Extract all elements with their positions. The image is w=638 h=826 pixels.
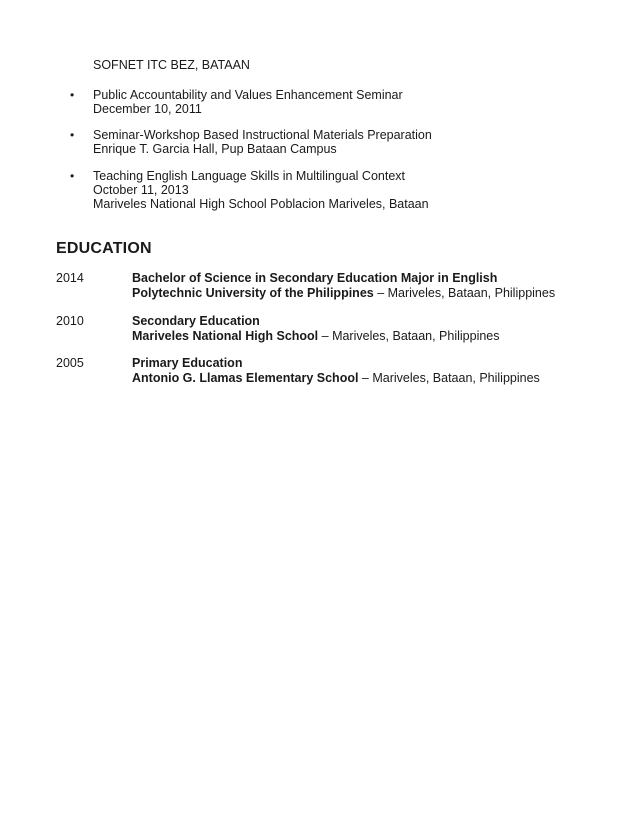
school-location: Mariveles, Bataan, Philippines bbox=[372, 371, 540, 385]
school-name: Antonio G. Llamas Elementary School bbox=[132, 371, 359, 385]
bullet-icon: • bbox=[70, 128, 75, 142]
education-year: 2010 bbox=[56, 314, 84, 328]
separator: – bbox=[318, 329, 333, 343]
seminar-detail: December 10, 2011 bbox=[93, 102, 202, 116]
education-degree: Bachelor of Science in Secondary Education Major in English bbox=[132, 271, 498, 285]
school-name: Polytechnic University of the Philippines bbox=[132, 286, 374, 300]
education-year: 2014 bbox=[56, 271, 84, 285]
seminar-title: Teaching English Language Skills in Multilingual Context bbox=[93, 169, 405, 183]
education-heading: EDUCATION bbox=[56, 240, 152, 257]
bullet-icon: • bbox=[70, 169, 75, 183]
separator: – bbox=[373, 286, 388, 300]
education-degree: Primary Education bbox=[132, 356, 243, 370]
seminar-detail: Enrique T. Garcia Hall, Pup Bataan Campus bbox=[93, 142, 337, 156]
education-year: 2005 bbox=[56, 356, 84, 370]
education-school-line bbox=[132, 286, 555, 301]
education-degree: Secondary Education bbox=[132, 314, 260, 328]
seminar-title: Seminar-Workshop Based Instructional Materials Preparation bbox=[93, 128, 432, 142]
seminar-detail: October 11, 2013 bbox=[93, 183, 189, 197]
education-school-line bbox=[132, 371, 540, 386]
school-name: Mariveles National High School bbox=[132, 329, 319, 343]
separator: – bbox=[358, 371, 373, 385]
school-location: Mariveles, Bataan, Philippines bbox=[387, 286, 556, 300]
seminar-title: Public Accountability and Values Enhancement Seminar bbox=[93, 88, 403, 102]
education-school-line bbox=[132, 329, 500, 344]
bullet-icon: • bbox=[70, 88, 75, 102]
seminar-detail: Mariveles National High School Poblacion Mariveles, Bataan bbox=[93, 197, 429, 211]
continuation-line: SOFNET ITC BEZ, BATAAN bbox=[93, 58, 250, 72]
school-location: Mariveles, Bataan, Philippines bbox=[332, 329, 500, 343]
